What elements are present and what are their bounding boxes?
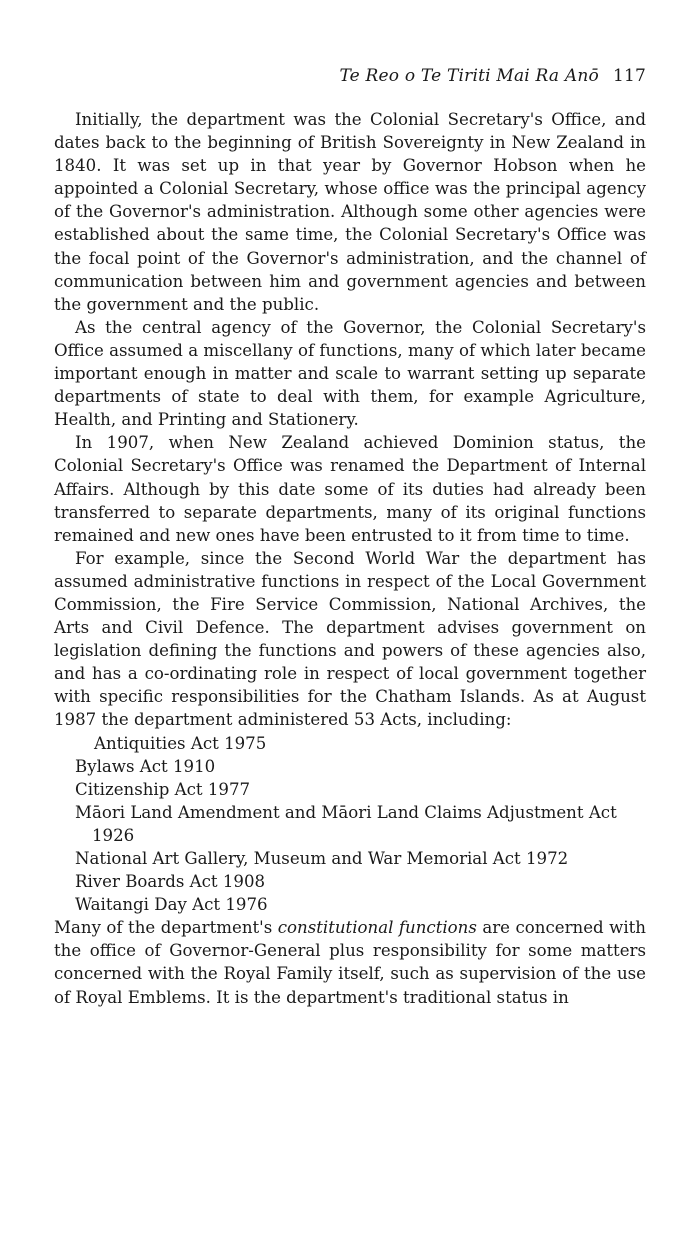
acts-list bbox=[54, 732, 646, 917]
constitutional-functions-emphasis: constitutional functions bbox=[277, 918, 477, 938]
paragraph-post-war-functions: For example, since the Second World War the department has assumed administrative functions in respect of the Local Government Commission, the Fire Service Commission, National Archives, the Arts and Civil Defence. The department advises government on legislation defining the functions and powers of these agencies also, and has a co-ordinating role in respect of local government together with specific responsibilities for the Chatham Islands. As at August 1987 the department administered 53 Acts, including: bbox=[54, 548, 646, 730]
list-item: Māori Land Amendment and Māori Land Claims Adjustment Act 1926 bbox=[75, 802, 617, 845]
list-item: River Boards Act 1908 bbox=[75, 872, 266, 892]
closing-text-after: are concerned with the office of Governor-General plus responsibility for some matters concerned with the Royal Family itself, such as supervision of the use of Royal Emblems. It is the department's traditional status in bbox=[54, 918, 646, 1007]
running-title: Te Reo o Te Tiriti Mai Ra Anō bbox=[339, 66, 599, 86]
closing-text-before: Many of the department's bbox=[54, 918, 278, 938]
paragraph-constitutional-functions bbox=[54, 916, 646, 1008]
paragraph-central-agency: As the central agency of the Governor, the Colonial Secretary's Office assumed a miscellany of functions, many of which later became important enough in matter and scale to warrant setting up separate departments of state to deal with them, for example Agriculture, Health, and Printing and Stationery. bbox=[54, 317, 646, 430]
list-item: National Art Gallery, Museum and War Memorial Act 1972 bbox=[75, 849, 569, 868]
paragraph-colonial-secretary-origin: Initially, the department was the Colonial Secretary's Office, and dates back to the beginning of British Sovereignty in New Zealand in 1840. It was set up in that year by Governor Hobson when he appointed a Colonial Secretary, whose office was the principal agency of the Governor's administration. Although some other agencies were established about the same time, the Colonial Secretary's Office was the focal point of the Governor's administration, and the channel of communication between him and government agencies and between the government and the public. bbox=[54, 110, 646, 314]
body-text bbox=[54, 108, 646, 1009]
book-page bbox=[54, 66, 646, 1009]
paragraph-dominion-status: In 1907, when New Zealand achieved Dominion status, the Colonial Secretary's Office was renamed the Department of Internal Affairs. Although by this date some of its duties had already been transferred to separate departments, many of its original functions remained and new ones have been entrusted to it from time to time. bbox=[54, 433, 646, 545]
list-item: Bylaws Act 1910 bbox=[75, 756, 216, 776]
list-item: Citizenship Act 1977 bbox=[75, 779, 251, 799]
list-item: Waitangi Day Act 1976 bbox=[75, 895, 268, 915]
list-item: Antiquities Act 1975 bbox=[94, 733, 267, 753]
page-number: 117 bbox=[612, 66, 646, 86]
running-header bbox=[54, 66, 646, 96]
